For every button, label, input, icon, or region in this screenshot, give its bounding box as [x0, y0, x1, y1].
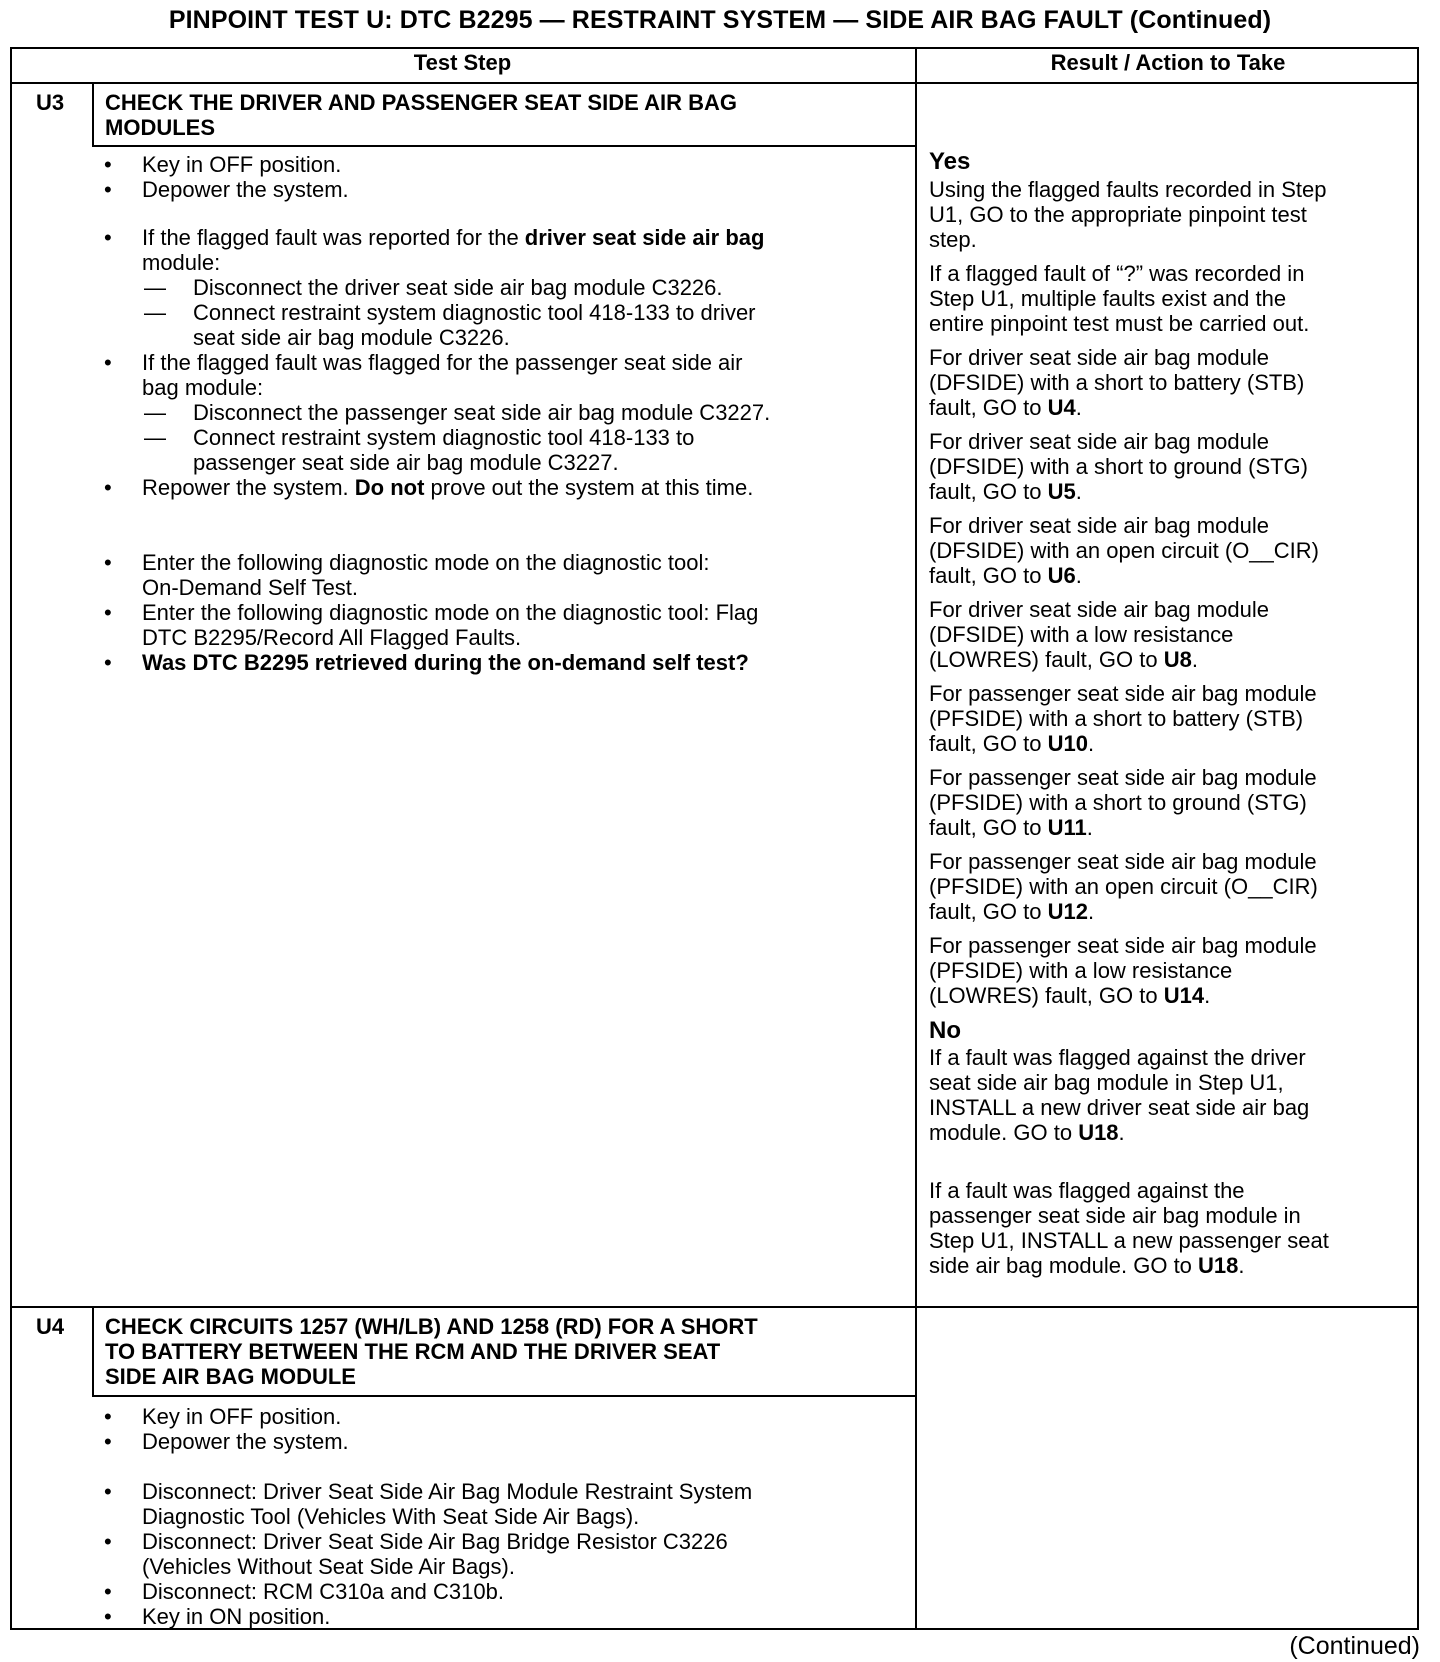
route-text: .: [1075, 479, 1082, 504]
route-text: fault, GO to: [929, 395, 1048, 420]
route-text: .: [1086, 815, 1093, 840]
instruction-text: passenger seat side air bag module C3227.: [193, 450, 619, 475]
goto-step: U5: [1047, 479, 1076, 504]
instruction-text: If the flagged fault was reported for the: [142, 225, 525, 250]
u3-u4-divider: [10, 1306, 1419, 1308]
goto-step: U14: [1163, 983, 1205, 1008]
route-line: (PFSIDE) with a low resistance: [929, 958, 1233, 983]
instruction-text: bag module:: [142, 375, 264, 400]
result-line: [929, 1253, 1409, 1278]
instruction-line: [142, 550, 709, 575]
instruction-text: Key in ON position.: [142, 1604, 331, 1629]
route-line: [929, 479, 1409, 504]
route-line: [929, 983, 1409, 1008]
u3-no-label: No: [929, 1017, 961, 1044]
route-line: [929, 899, 1409, 924]
result-text: INSTALL a new driver seat side air bag: [929, 1095, 1310, 1120]
bullet: •: [104, 1429, 112, 1454]
route-text: .: [1087, 899, 1095, 924]
route-line: For passenger seat side air bag module: [929, 849, 1317, 874]
header-divider: [10, 82, 1419, 84]
u3-yes-label: Yes: [929, 148, 971, 175]
bullet: •: [104, 1529, 112, 1554]
route-text: .: [1191, 647, 1198, 672]
instruction-line: [142, 250, 220, 275]
header-result: Result / Action to Take: [1050, 50, 1286, 75]
instruction-text: Disconnect the passenger seat side air bag module C3227.: [193, 400, 771, 425]
route-line: For passenger seat side air bag module: [929, 765, 1317, 790]
bullet: •: [104, 550, 112, 575]
route-line: For passenger seat side air bag module: [929, 933, 1317, 958]
result-line: U1, GO to the appropriate pinpoint test: [929, 202, 1307, 227]
bullet: •: [104, 650, 112, 675]
result-line: Step U1, multiple faults exist and the: [929, 286, 1287, 311]
instruction-line: [142, 1479, 752, 1504]
instruction-emphasis: driver seat side air bag: [524, 225, 765, 250]
header-test-step: Test Step: [413, 50, 512, 75]
bullet: •: [104, 350, 112, 375]
dash: —: [144, 275, 166, 300]
instruction-line: [193, 275, 723, 300]
instruction-line: [142, 375, 263, 400]
step-number-divider: [92, 82, 94, 146]
result-text: If a fault was flagged against the driver: [929, 1045, 1306, 1070]
result-line: [929, 1070, 1409, 1095]
instruction-text: Connect restraint system diagnostic tool 418-133 to driver: [193, 300, 756, 325]
route-line: (DFSIDE) with an open circuit (O__CIR): [929, 538, 1319, 563]
u4-title-line: TO BATTERY BETWEEN THE RCM AND THE DRIVER SEAT: [105, 1339, 721, 1364]
result-text: seat side air bag module in Step U1,: [929, 1070, 1284, 1095]
u4-title-line: CHECK CIRCUITS 1257 (WH/LB) AND 1258 (RD) FOR A SHORT: [105, 1314, 758, 1339]
route-line: [929, 815, 1409, 840]
goto-step: U11: [1047, 815, 1087, 840]
result-line: [929, 1228, 1409, 1253]
route-line: [929, 647, 1409, 672]
instruction-line: [142, 625, 521, 650]
page-title: PINPOINT TEST U: DTC B2295 — RESTRAINT SYSTEM — SIDE AIR BAG FAULT (Continued): [168, 6, 1272, 34]
result-line: [929, 1178, 1409, 1203]
instruction-line: [142, 650, 749, 675]
route-text: .: [1075, 563, 1082, 588]
route-text: .: [1075, 395, 1082, 420]
instruction-line: [193, 300, 756, 325]
instruction-text: Enter the following diagnostic mode on the diagnostic tool: Flag: [142, 600, 759, 625]
result-line: step.: [929, 227, 977, 252]
dash: —: [144, 400, 166, 425]
route-line: [929, 395, 1409, 420]
result-line: [929, 1203, 1409, 1228]
instruction-text: Depower the system.: [142, 177, 349, 202]
bullet: •: [104, 1604, 112, 1629]
goto-step: U6: [1047, 563, 1076, 588]
route-line: For driver seat side air bag module: [929, 429, 1269, 454]
instruction-text: On-Demand Self Test.: [142, 575, 359, 600]
result-line: [929, 1095, 1409, 1120]
instruction-line: [142, 1579, 504, 1604]
result-text: .: [1238, 1253, 1245, 1278]
route-line: For driver seat side air bag module: [929, 345, 1269, 370]
instruction-line: [142, 225, 764, 250]
instruction-text: Disconnect: Driver Seat Side Air Bag Module Restraint System: [142, 1479, 753, 1504]
instruction-line: [142, 600, 758, 625]
column-divider: [915, 47, 917, 1630]
goto-step: U4: [1047, 395, 1076, 420]
step-number-divider: [92, 1306, 94, 1396]
route-text: fault, GO to: [929, 815, 1048, 840]
instruction-text: Disconnect: RCM C310a and C310b.: [142, 1579, 504, 1604]
instruction-line: [142, 1604, 330, 1629]
goto-step: U8: [1163, 647, 1192, 672]
instruction-text: Connect restraint system diagnostic tool 418-133 to: [193, 425, 695, 450]
result-text: side air bag module. GO to: [929, 1253, 1199, 1278]
u3-title-divider: [92, 145, 916, 147]
route-text: fault, GO to: [929, 479, 1048, 504]
goto-step: U18: [1078, 1120, 1119, 1145]
bullet: •: [104, 1579, 112, 1604]
instruction-line: [193, 400, 770, 425]
u4-title-divider: [92, 1395, 916, 1397]
instruction-line: [142, 1429, 349, 1454]
dash: —: [144, 425, 166, 450]
instruction-line: [142, 475, 753, 500]
instruction-text: module:: [142, 250, 221, 275]
instruction-text: seat side air bag module C3226.: [193, 325, 510, 350]
instruction-text: Key in OFF position.: [142, 1404, 342, 1429]
instruction-line: [142, 350, 743, 375]
route-text: .: [1087, 731, 1095, 756]
goto-step: U18: [1198, 1253, 1239, 1278]
route-line: For driver seat side air bag module: [929, 597, 1269, 622]
u4-step-title: [105, 1314, 895, 1389]
result-text: passenger seat side air bag module in: [929, 1203, 1301, 1228]
route-text: fault, GO to: [929, 563, 1048, 588]
route-text: fault, GO to: [929, 731, 1048, 756]
route-line: (PFSIDE) with a short to battery (STB): [929, 706, 1304, 731]
instruction-line: [142, 1554, 515, 1579]
instruction-line: [142, 1529, 728, 1554]
route-text: (LOWRES) fault, GO to: [929, 647, 1164, 672]
result-text: If a fault was flagged against the: [929, 1178, 1245, 1203]
bullet: •: [104, 225, 112, 250]
route-line: [929, 563, 1409, 588]
instruction-text: Depower the system.: [142, 1429, 349, 1454]
bullet: •: [104, 177, 112, 202]
continued-label: (Continued): [1289, 1632, 1420, 1660]
instruction-text: Diagnostic Tool (Vehicles With Seat Side Air Bags).: [142, 1504, 640, 1529]
goto-step: U10: [1047, 731, 1088, 756]
result-line: entire pinpoint test must be carried out.: [929, 311, 1310, 336]
route-line: (DFSIDE) with a short to ground (STG): [929, 454, 1308, 479]
bullet: •: [104, 1479, 112, 1504]
instruction-line: [193, 425, 694, 450]
u3-step-title: [105, 90, 895, 140]
dash: —: [144, 300, 166, 325]
instruction-text: Disconnect: Driver Seat Side Air Bag Bridge Resistor C3226: [142, 1529, 728, 1554]
instruction-line: [193, 450, 619, 475]
route-line: For driver seat side air bag module: [929, 513, 1269, 538]
result-text: .: [1118, 1120, 1125, 1145]
u4-step-number: U4: [35, 1314, 65, 1339]
route-text: (LOWRES) fault, GO to: [929, 983, 1164, 1008]
instruction-emphasis: Was DTC B2295 retrieved during the on-demand self test?: [142, 650, 749, 675]
instruction-line: [142, 575, 358, 600]
instruction-text: prove out the system at this time.: [424, 475, 754, 500]
instruction-text: Disconnect the driver seat side air bag module C3226.: [193, 275, 723, 300]
route-text: .: [1204, 983, 1211, 1008]
result-text: Step U1, INSTALL a new passenger seat: [929, 1228, 1329, 1253]
result-line: [929, 1045, 1409, 1070]
instruction-text: Repower the system.: [142, 475, 355, 500]
result-text: module. GO to: [929, 1120, 1079, 1145]
result-line: [929, 1120, 1409, 1145]
instruction-line: [142, 1504, 639, 1529]
route-line: (PFSIDE) with a short to ground (STG): [929, 790, 1307, 815]
result-line: Using the flagged faults recorded in Step: [929, 177, 1327, 202]
instruction-line: [142, 152, 341, 177]
bullet: •: [104, 600, 112, 625]
result-line: If a flagged fault of “?” was recorded in: [929, 261, 1305, 286]
u3-title-line: CHECK THE DRIVER AND PASSENGER SEAT SIDE AIR BAG: [105, 90, 737, 115]
instruction-line: [142, 1404, 341, 1429]
route-line: [929, 731, 1409, 756]
u4-title-line: SIDE AIR BAG MODULE: [105, 1364, 356, 1389]
instruction-text: Key in OFF position.: [142, 152, 342, 177]
u3-step-number: U3: [35, 90, 65, 115]
goto-step: U12: [1047, 899, 1088, 924]
route-line: (PFSIDE) with an open circuit (O__CIR): [929, 874, 1318, 899]
instruction-text: Enter the following diagnostic mode on the diagnostic tool:: [142, 550, 710, 575]
instruction-text: If the flagged fault was flagged for the passenger seat side air: [142, 350, 743, 375]
route-line: (DFSIDE) with a short to battery (STB): [929, 370, 1305, 395]
instruction-text: DTC B2295/Record All Flagged Faults.: [142, 625, 522, 650]
bullet: •: [104, 1404, 112, 1429]
instruction-line: [142, 177, 349, 202]
u3-title-line: MODULES: [105, 115, 215, 140]
route-line: (DFSIDE) with a low resistance: [929, 622, 1234, 647]
instruction-text: (Vehicles Without Seat Side Air Bags).: [142, 1554, 515, 1579]
route-line: For passenger seat side air bag module: [929, 681, 1317, 706]
bullet: •: [104, 475, 112, 500]
bullet: •: [104, 152, 112, 177]
instruction-line: [193, 325, 510, 350]
instruction-emphasis: Do not: [354, 475, 425, 500]
route-text: fault, GO to: [929, 899, 1048, 924]
